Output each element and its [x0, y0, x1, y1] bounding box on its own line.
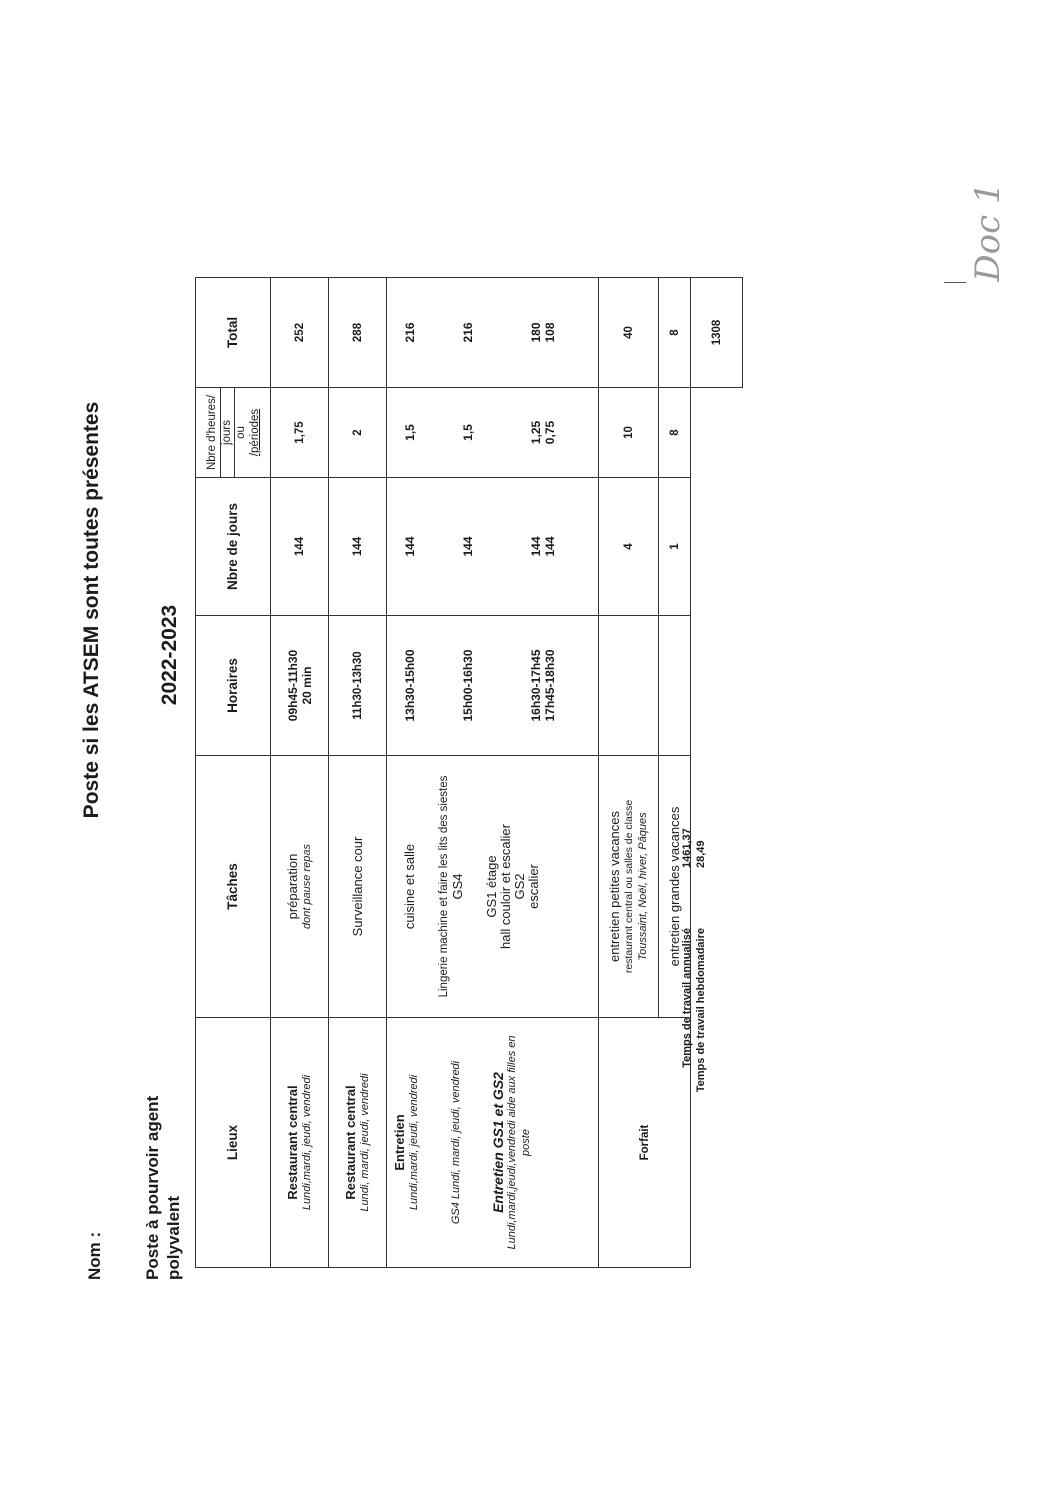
cell-tache: [271, 756, 329, 1018]
jours-1: 144: [403, 536, 417, 557]
cell-forfait-heures-1: 10: [599, 388, 659, 478]
jours-2: 144: [461, 536, 475, 557]
annual-value: 1461,37: [681, 828, 693, 868]
lieu-days-gs4: GS4 Lundi, mardi, jeudi, vendredi: [450, 1060, 462, 1225]
header-nb-jours: Nbre de jours: [196, 478, 271, 616]
tache-hall: hall couloir et escalier: [498, 824, 513, 950]
forfait-note: restaurant central ou salles de classe: [622, 799, 635, 974]
blank-cell: [691, 388, 743, 478]
cell-forfait-tache-2: entretien grandes vacances: [659, 756, 691, 1018]
header-horaires: Horaires: [196, 616, 271, 756]
tache-gs2: GS2: [512, 873, 527, 900]
page-title: Poste si les ATSEM sont toutes présentes: [80, 401, 103, 819]
nb-heures-line2: jours: [220, 388, 235, 477]
heures-3: 1,25: [529, 420, 543, 445]
annual-label: Temps de travail annualisé: [681, 928, 693, 1068]
summary-values: [680, 788, 708, 868]
handwritten-doc-mark: Doc 1: [968, 182, 1008, 282]
year-label: 2022-2023: [158, 604, 181, 706]
lieu-days-gs1-gs2: Lundi,mardi,jeudi,vendredi aide aux filles en poste: [506, 1035, 532, 1250]
nb-heures-line4: /périodes: [249, 408, 261, 457]
blank-cell: [691, 478, 743, 616]
table-row: [329, 278, 387, 1268]
cell-tache: Surveillance cour: [329, 756, 387, 1018]
cell-lieu-entretien: [387, 1018, 599, 1268]
cell-forfait-total-1: 40: [599, 278, 659, 388]
cell-total-entretien: [387, 278, 599, 388]
cell-heures-entretien: [387, 388, 599, 478]
table-row: [271, 278, 329, 1268]
horaire-text: 09h45-11h30: [285, 649, 300, 722]
cell-tache-entretien: [387, 756, 599, 1018]
cell-jours-entretien: [387, 478, 599, 616]
cell-jours: 144: [271, 478, 329, 616]
lieu-title: Restaurant central: [284, 1085, 300, 1200]
jours-3: 144: [529, 536, 543, 557]
lieu-days: Lundi,mardi, jeudi, vendredi: [408, 1074, 420, 1211]
table-row: [387, 278, 599, 1268]
nom-label: Nom :: [85, 1231, 104, 1280]
header-lieux: Lieux: [196, 1018, 271, 1268]
nb-heures-line3: ou: [235, 426, 247, 439]
cell-forfait-heures-2: 8: [659, 388, 691, 478]
heures-4: 0,75: [543, 420, 557, 445]
tache-lingerie: Lingerie machine et faire les lits des siestes: [438, 775, 450, 998]
cell-forfait-tache-1: [599, 756, 659, 1018]
cell-horaire-entretien: [387, 616, 599, 756]
forfait-periods: Toussaint, Noël, hiver, Pâques: [636, 812, 649, 961]
blank-cell: [691, 616, 743, 756]
cell-lieu: [271, 1018, 329, 1268]
tache-escalier: escalier: [526, 864, 541, 909]
cell-horaire: 11h30-13h30: [329, 616, 387, 756]
tache-note: dont pause repas: [300, 844, 313, 930]
rotated-page: [80, 80, 770, 1280]
summary-labels: [680, 928, 708, 1168]
lieu-title: Entretien: [392, 1114, 407, 1171]
heures-1: 1,5: [403, 424, 417, 441]
schedule-table: [195, 277, 743, 1268]
tache-gs1-etage: GS1 étage: [484, 855, 499, 918]
jours-4: 144: [543, 536, 557, 557]
cell-lieu: [329, 1018, 387, 1268]
tache-text: préparation: [284, 853, 300, 920]
cell-forfait-jours-2: 1: [659, 478, 691, 616]
cell-forfait-jours-1: 4: [599, 478, 659, 616]
cell-total: 252: [271, 278, 329, 388]
cell-forfait-horaire-1: [599, 616, 659, 756]
total-3: 180: [529, 322, 543, 343]
weekly-label: Temps de travail hebdomadaire: [695, 928, 707, 1093]
cell-forfait-total-2: 8: [659, 278, 691, 388]
weekly-value: 28,49: [695, 840, 707, 868]
lieu-title: Restaurant central: [342, 1085, 358, 1200]
horaire-2: 15h00-16h30: [461, 649, 475, 722]
grand-total: 1308: [691, 278, 743, 388]
cell-horaire: [271, 616, 329, 756]
cell-heures: 1,75: [271, 388, 329, 478]
total-4: 108: [543, 322, 557, 343]
header-nb-heures: [196, 388, 271, 478]
lieu-days: Lundi, mardi, jeudi, vendredi: [358, 1073, 371, 1212]
horaire-1: 13h30-15h00: [403, 649, 417, 722]
horaire-3: 16h30-17h45: [529, 649, 543, 722]
lieu-title-gs1-gs2: Entretien GS1 et GS2: [490, 1072, 506, 1213]
total-2: 216: [461, 322, 475, 343]
header-taches: Tâches: [196, 756, 271, 1018]
cell-forfait: Forfait: [599, 1018, 691, 1268]
tache-cuisine: cuisine et salle: [402, 843, 417, 930]
total-1: 216: [403, 322, 417, 343]
role-label: Poste à pourvoir agent polyvalent: [143, 1095, 183, 1280]
header-total: Total: [196, 278, 271, 388]
cell-total: 288: [329, 278, 387, 388]
tache-gs4: GS4: [450, 873, 465, 900]
cell-jours: 144: [329, 478, 387, 616]
table-row: [599, 278, 659, 1268]
cell-heures: 2: [329, 388, 387, 478]
margin-line: [944, 282, 966, 283]
nb-heures-line1: Nbre d'heures/: [206, 394, 218, 471]
horaire-4: 17h45-18h30: [543, 649, 557, 722]
cell-forfait-horaire-2: [659, 616, 691, 756]
heures-2: 1,5: [461, 424, 475, 441]
horaire-note: 20 min: [299, 666, 314, 705]
forfait-tache-1: entretien petites vacances: [606, 810, 622, 963]
lieu-days: Lundi,mardi, jeudi, vendredi: [300, 1074, 313, 1211]
table-header-row: [196, 278, 271, 1268]
